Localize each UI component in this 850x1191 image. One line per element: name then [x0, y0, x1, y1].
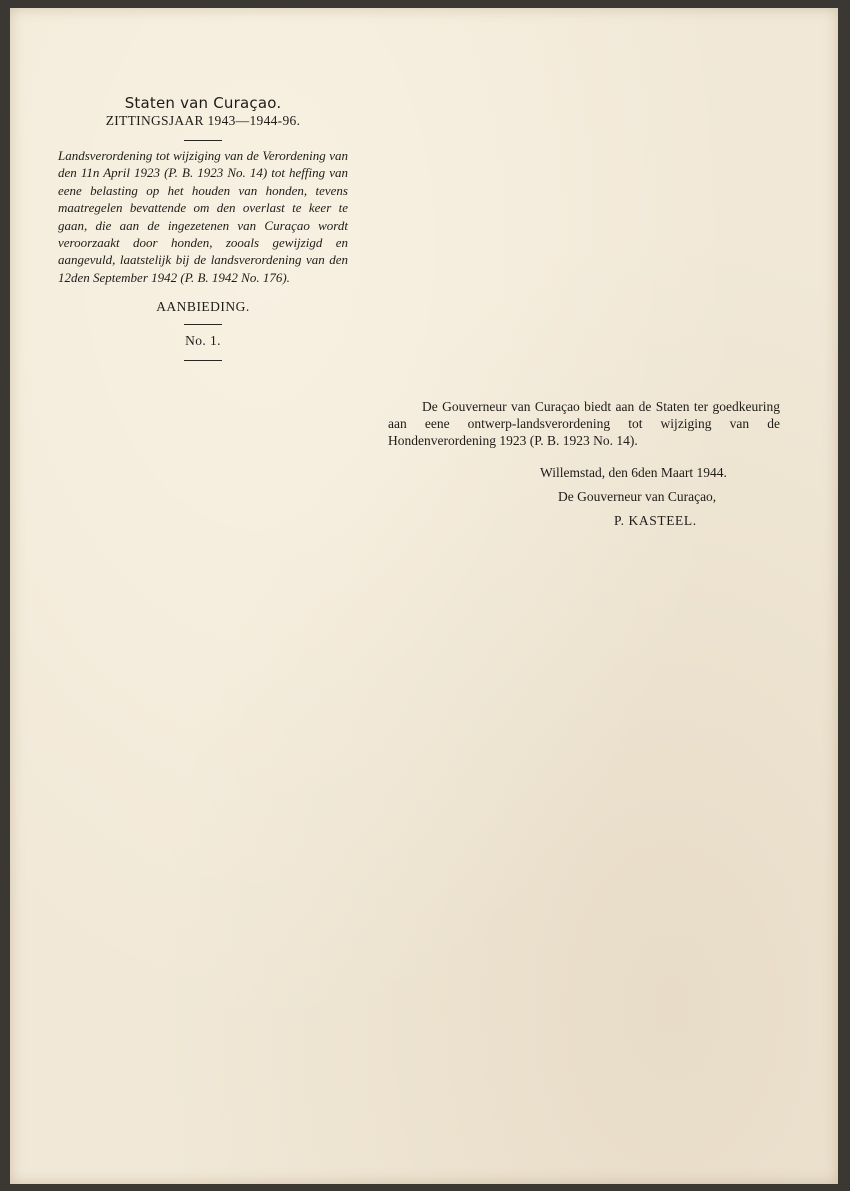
place-and-date: Willemstad, den 6den Maart 1944. [540, 465, 727, 480]
document-type-label: AANBIEDING. [156, 299, 250, 315]
institution-heading: Staten van Curaçao. [124, 94, 282, 112]
signature-name: P. KASTEEL. [614, 513, 697, 528]
document-body [388, 398, 780, 529]
divider-rule [184, 324, 222, 325]
ordinance-title: Landsverordening tot wijziging van de Verordening van den 11n April 1923 (P. B. 1923 No. 14) tot heffing van eene belasting op het houden van honden, tevens maatregelen bevattende om den overlast te keer te gaan, die aan de ingezetenen van Curaçao wordt veroorzaakt door honden, zooals gewijzigd en aangevuld, laatstelijk bij de landsverordening van den 12den September 1942 (P. B. 1942 No. 176). [58, 148, 348, 285]
document-page [10, 8, 838, 1184]
divider-rule [184, 140, 222, 141]
divider-rule [184, 360, 222, 361]
offer-paragraph: De Gouverneur van Curaçao biedt aan de Staten ter goedkeuring aan eene ontwerp-landsverordening tot wijziging van de Hondenverordening 1923 (P. B. 1923 No. 14). [388, 399, 780, 448]
governor-title: De Gouverneur van Curaçao, [558, 489, 717, 504]
session-year: ZITTINGSJAAR 1943—1944-96. [105, 113, 301, 128]
document-number: No. 1. [185, 333, 221, 349]
document-header-block [56, 94, 350, 361]
